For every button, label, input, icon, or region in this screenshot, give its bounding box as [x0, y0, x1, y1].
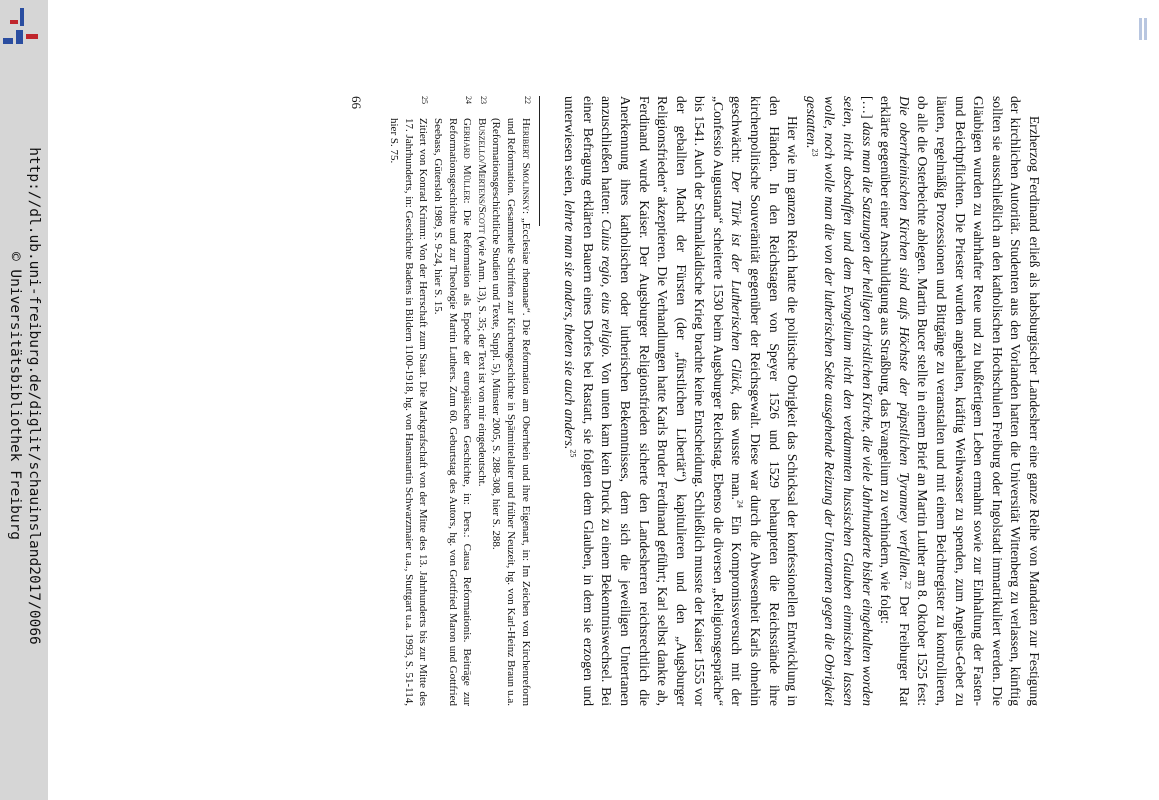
paragraph-2-text-a: Hier wie im ganzen Reich hatte die politische Obrigkeit das Schicksal der konfessionellen Entwicklung in den Händen. In den Reichstagen von Speyer 1526 und 1529 behaupteten die Reichsstände ihre kirchenpolitische Souveränität gegenüber der Reichsgewalt. Diese war durch die Abwesenheit Karls ohnehin geschwächt:: [729, 96, 801, 706]
footnote-author: Buszello/Mertens/Scott: [475, 118, 488, 234]
paragraph-2-text-c: Ein Kompromissversuch mit der „Confessio Augustana“ scheiterte 1530 beim Augsburger Reichstag. Ebenso die diversen „Religionsgespräche“ bis 1541. Auch der Schmalkaldische Krieg brachte keine Entscheidung. Schließlich musste der Kaiser 1555 vor der geballten Macht der Fürsten (der „fürstlichen Libertät“) kapitulieren und den „Augsburger Religionsfrieden“ akzeptieren. Die Verhandlungen hatte Karls Bruder Ferdinand geführt; Karl selbst dankte ab, Ferdinand wurde Kaiser. Der Augsburger Religionsfrieden sicherte den Landesherren reichsrechtlich die Anerkennung ihres katholischen oder lutherischen Bekenntnisses, dem sich die jeweiligen Untertanen anzuschließen hatten:: [599, 96, 745, 707]
paragraph-2-text-b: das wusste man.: [729, 394, 745, 500]
footnote-number: 24: [464, 96, 474, 104]
quote-text: dass man die Satzungen der heiligen christlichen Kirche, die viele Jahrhunderte bisher eingehalten worden seien, nicht abschaffen und dem Evangelium nicht den verdammten hussischen Glauben einmischen lassen wolle, noch wolle man die von der lutherischen Sekte ausgehende Reizung der Untertanen gegen die Obrigkeit gestatten.: [803, 96, 875, 706]
viewer-sidebar: [0, 0, 48, 800]
paragraph-2: [560, 96, 802, 706]
copyright-label: © Universitätsbibliothek Freiburg: [7, 251, 23, 541]
footnote-22: [489, 96, 533, 706]
footnote-ref-22[interactable]: 22: [903, 581, 913, 590]
footnote-author: Gerhard Müller:: [461, 118, 474, 204]
footnote-ref-23[interactable]: 23: [810, 148, 820, 157]
paragraph-1-end: Der Freiburger Rat erklärte gegenüber einer Anschuldigung aus Straßburg, das Evangelium zu verhindern, wie folgt:: [878, 96, 912, 706]
footnote-text: Die Reformation als Epoche der europäischen Geschichte, in: Ders.: Causa Reformationis. Beiträge zur Reformationsgeschichte und zur Theologie Martin Luthers. Zum 60. Geburtstag des Autors, hg. von Gottfried Maron und Gottfried Seebass, Gütersloh 1989, S. 9-24, hier S. 15.: [432, 118, 474, 706]
footnote-24: [430, 96, 474, 706]
footnote-text: „Ecclesiae rhenanae“. Die Reformation am Oberrhein und ihre Eigenart, in: Im Zeichen von Kirchenreform und Reformation. Gesammelte Schriften zur Kirchengeschichte in Spätmittelalter und früher Neuzeit, hg. von Karl-Heinz Braun u.a. (Reformationsgeschichtliche Studien und Texte, Suppl. 5), Münster 2005, S. 288-308, hier S. 288.: [490, 118, 532, 706]
footnote-text: Zitiert von Konrad Krimm: Von der Herrschaft zum Staat. Die Markgrafschaft von der Mitte des 13. Jahrhunderts bis zur Mitte des 17. Jahrhunderts, in: Geschichte Badens in Bildern 1100-1918, hg. von Hansmartin Schwarzmaier u.a., Stuttgart u.a. 1993, S. 51-114, hier S. 75.: [388, 118, 430, 706]
source-url-label[interactable]: http://dl.ub.uni-freiburg.de/diglit/schauinsland2017/0066: [26, 147, 42, 645]
footnote-text: (wie Anm. 13), S. 35; der Text ist von mir eingedeutscht.: [475, 233, 488, 487]
page-edge-icon: [1139, 18, 1151, 40]
footnote-ref-25[interactable]: 25: [568, 449, 578, 458]
scanned-page: [83, 96, 1043, 706]
university-logo-icon[interactable]: [0, 0, 48, 52]
paragraph-1: [876, 96, 1043, 706]
footnote-25: [387, 96, 431, 706]
footnote-number: 22: [522, 96, 532, 104]
footnote-divider: [539, 96, 540, 226]
paragraph-2-text-d: Von unten kam kein Druck zu einem Bekenntniswechsel. Bei einer Befragung erklärten Bauern eines Dorfes bei Rastatt, sie folgten dem Glauben, in dem sie erzogen und unterwiesen seien,: [562, 96, 615, 706]
block-quote: [801, 96, 875, 706]
footnote-23: [474, 96, 489, 706]
page-number: 66: [348, 96, 364, 109]
paragraph-2-italic-a: Der Türk ist der Lutherischen Glück,: [729, 163, 745, 395]
paragraph-1-quote: Die oberrheinischen Kirchen sind aufs Höchste der päpstlichen Tyranney verfallen.: [896, 96, 912, 582]
footnote-ref-24[interactable]: 24: [736, 499, 746, 508]
paragraph-2-italic-c: lehrte man sie anders, theten sie auch anders.: [562, 196, 578, 450]
paragraph-1-text: Erzherzog Ferdinand erließ als habsburgischer Landesherr eine ganze Reihe von Mandaten zur Festigung der kirchlichen Autorität. Studenten aus den Vorlanden hatten die Universität Wittenberg zu verlassen, künftig sollten sie ausschließlich an den katholischen Hochschulen Freiburg oder Ingolstadt immatrikuliert werden. Die Gläubigen wurden zu wahrhafter Reue und zu bußfertigem Leben ermahnt sowie zur Einhaltung der Fasten- und Beichtpflichten. Die Priester wurden angehalten, kräftig Weihwasser zu spenden, zum Angelus-Gebet zu läuten, regelmäßig Prozessionen und Bittgänge zu veranstalten und mit einem Beichtregister zu kontrollieren, ob alle die Osterbeichte ablegen. Martin Bucer stellte in einem Brief an Martin Luther am 8. Oktober 1525 fest:: [915, 96, 1042, 706]
quote-ellipsis: […]: [859, 96, 875, 123]
footnote-number: 25: [420, 96, 430, 104]
footnote-number: 23: [478, 96, 488, 104]
paragraph-2-italic-b: Cuius regio, eius religio.: [599, 214, 615, 358]
footnote-author: Heribert Smolinsky:: [519, 118, 532, 215]
